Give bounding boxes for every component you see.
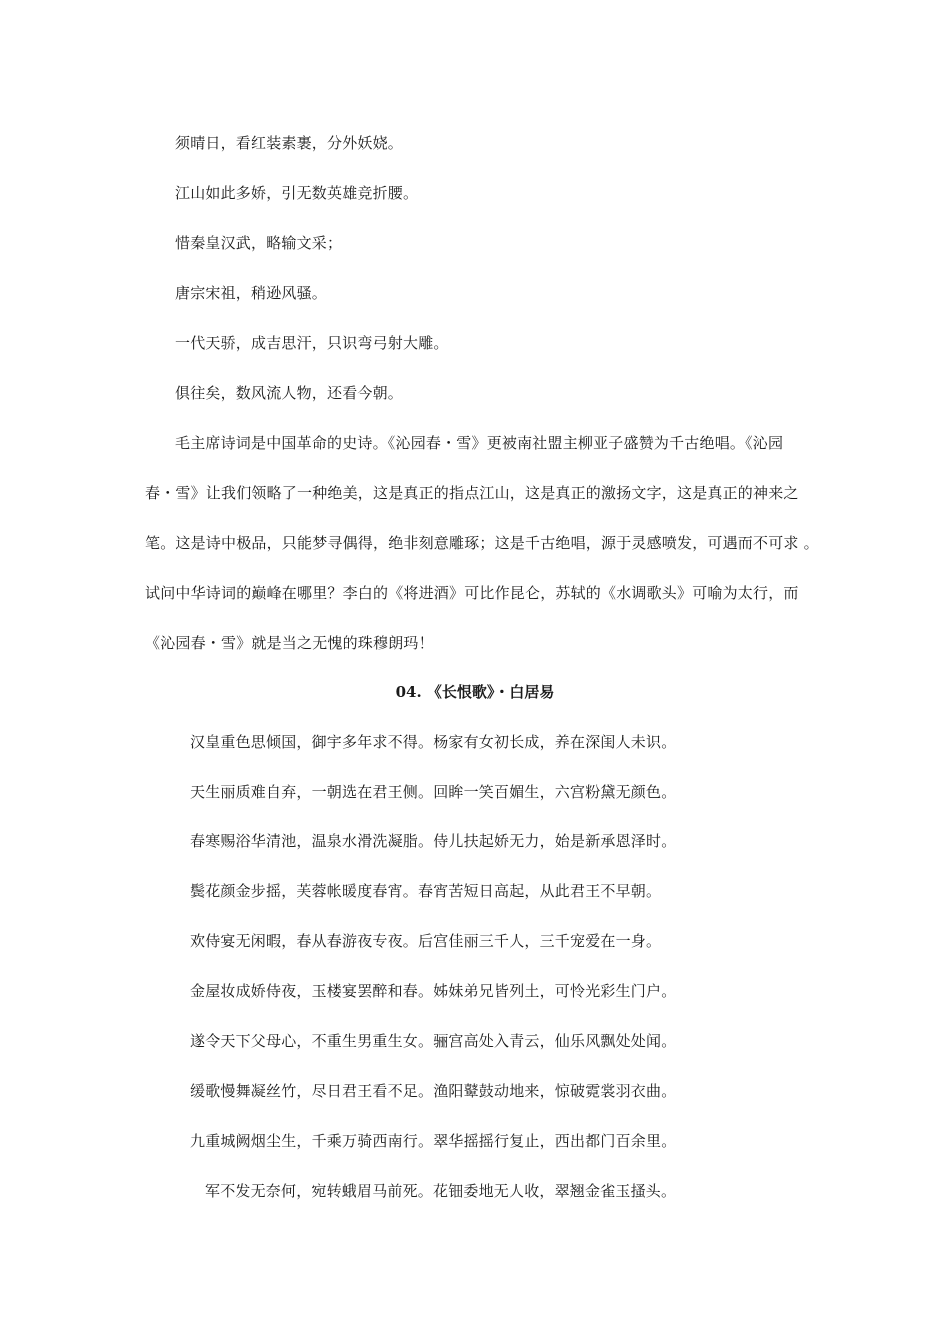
poem-tail-line: 须晴日，看红装素裹，分外妖娆。	[175, 134, 404, 152]
poem-tail-line: 一代天骄，成吉思汗，只识弯弓射大雕。	[175, 334, 449, 352]
commentary-line: 试问中华诗词的巅峰在哪里？李白的《将进酒》可比作昆仑，苏轼的《水调歌头》可喻为太行，而	[145, 584, 799, 602]
poem-tail-line: 江山如此多娇，引无数英雄竞折腰。	[175, 184, 419, 202]
poem-line: 天生丽质难自弃，一朝选在君王侧。回眸一笑百媚生，六宫粉黛无颜色。	[190, 783, 677, 801]
commentary-line: 《沁园春・雪》就是当之无愧的珠穆朗玛！	[145, 634, 434, 652]
poem-line: 鬓花颜金步摇，芙蓉帐暖度春宵。春宵苦短日高起，从此君王不早朝。	[190, 882, 662, 900]
poem-line: 春寒赐浴华清池，温泉水滑洗凝脂。侍儿扶起娇无力，始是新承恩泽时。	[190, 832, 677, 850]
poem-tail-line: 惜秦皇汉武，略输文采；	[175, 234, 343, 252]
poem-line: 遂令天下父母心，不重生男重生女。骊宫高处入青云，仙乐风飘处处闻。	[190, 1032, 677, 1050]
commentary-line: 春・雪》让我们领略了一种绝美，这是真正的指点江山，这是真正的激扬文字，这是真正的神来之	[145, 484, 799, 502]
poem-line: 欢侍宴无闲暇，春从春游夜专夜。后宫佳丽三千人，三千宠爱在一身。	[190, 932, 662, 950]
poem-line: 九重城阙烟尘生，千乘万骑西南行。翠华摇摇行复止，西出都门百余里。	[190, 1132, 677, 1150]
poem-line: 军不发无奈何，宛转蛾眉马前死。花钿委地无人收，翠翘金雀玉搔头。	[205, 1182, 677, 1200]
poem-line: 金屋妆成娇侍夜，玉楼宴罢醉和春。姊妹弟兄皆列土，可怜光彩生门户。	[190, 982, 677, 1000]
commentary-line: 笔。这是诗中极品，只能梦寻偶得，绝非刻意雕琢；这是千古绝唱，源于灵感喷发，可遇而不可求 。	[145, 534, 819, 552]
commentary-line: 毛主席诗词是中国革命的史诗。《沁园春・雪》更被南社盟主柳亚子盛赞为千古绝唱。《沁园	[175, 434, 784, 452]
poem-line: 汉皇重色思倾国，御宇多年求不得。杨家有女初长成，养在深闺人未识。	[190, 733, 677, 751]
poem-line: 缓歌慢舞凝丝竹，尽日君王看不足。渔阳鼙鼓动地来，惊破霓裳羽衣曲。	[190, 1082, 677, 1100]
poem-tail-line: 俱往矣，数风流人物，还看今朝。	[175, 384, 404, 402]
section-heading: 04. 《长恨歌》・白居易	[395, 683, 555, 701]
poem-tail-line: 唐宗宋祖，稍逊风骚。	[175, 284, 328, 302]
